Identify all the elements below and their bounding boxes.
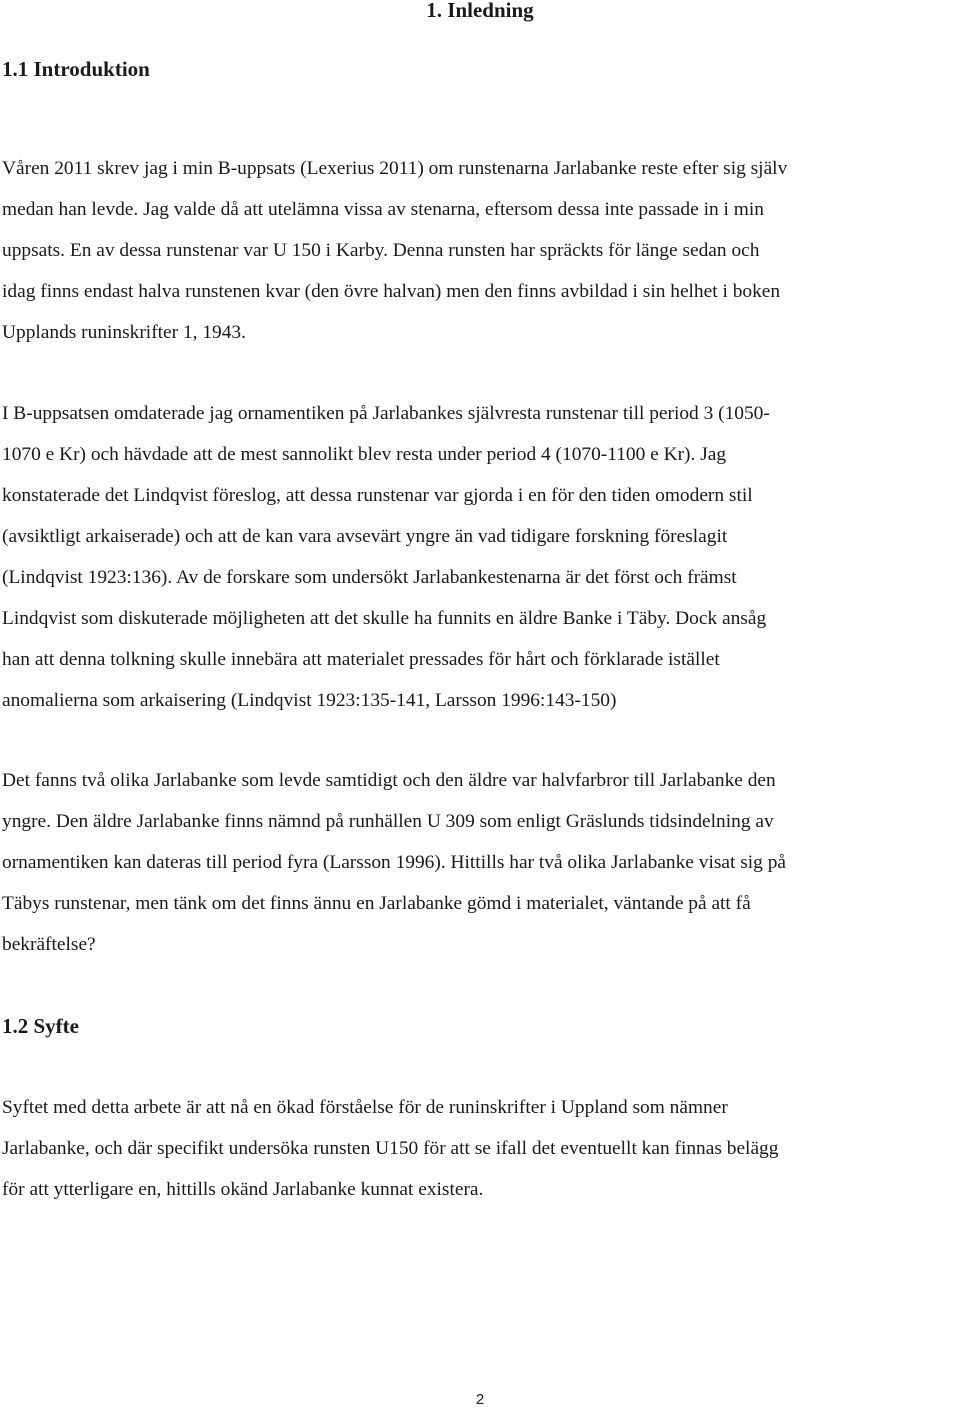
paragraph-line: (Lindqvist 1923:136). Av de forskare som undersökt Jarlabankestenarna är det först och främst [2,567,737,588]
section-heading-syfte: 1.2 Syfte [2,1014,79,1038]
paragraph-line: Syftet med detta arbete är att nå en ökad förståelse för de runinskrifter i Uppland som nämner [2,1097,728,1118]
paragraph-line: (avsiktligt arkaiserade) och att de kan vara avsevärt yngre än vad tidigare forskning föreslagit [2,526,728,547]
paragraph-line: yngre. Den äldre Jarlabanke finns nämnd på runhällen U 309 som enligt Gräslunds tidsindelning av [2,811,774,832]
paragraph-line: Täbys runstenar, men tänk om det finns ännu en Jarlabanke gömd i materialet, väntande på att få [2,893,751,914]
paragraph-line: idag finns endast halva runstenen kvar (den övre halvan) men den finns avbildad i sin helhet i boken [2,281,781,302]
paragraph-line: uppsats. En av dessa runstenar var U 150 i Karby. Denna runsten har spräckts för länge sedan och [2,240,760,261]
section-heading-introduktion: 1.1 Introduktion [2,57,150,81]
paragraph-line: Jarlabanke, och där specifikt undersöka runsten U150 för att se ifall det eventuellt kan finnas belägg [2,1138,779,1159]
chapter-title: 1. Inledning [426,0,534,22]
paragraph-line: Lindqvist som diskuterade möjligheten att det skulle ha funnits en äldre Banke i Täby. Dock ansåg [2,608,767,629]
paragraph-line: för att ytterligare en, hittills okänd Jarlabanke kunnat existera. [2,1179,484,1200]
paragraph-2 [2,393,958,721]
paragraph-line: konstaterade det Lindqvist föreslog, att dessa runstenar var gjorda i en för den tiden omodern stil [2,485,753,506]
paragraph-line: bekräftelse? [2,934,96,955]
paragraph-line: medan han levde. Jag valde då att utelämna vissa av stenarna, eftersom dessa inte passade in i min [2,199,764,220]
paragraph-line: han att denna tolkning skulle innebära att materialet pressades för hårt och förklarade istället [2,649,720,670]
paragraph-3 [2,760,958,965]
paragraph-line: ornamentiken kan dateras till period fyra (Larsson 1996). Hittills har två olika Jarlabanke visat sig på [2,852,787,873]
paragraph-line: Våren 2011 skrev jag i min B-uppsats (Lexerius 2011) om runstenarna Jarlabanke reste efter sig själv [2,158,788,179]
paragraph-line: I B-uppsatsen omdaterade jag ornamentiken på Jarlabankes självresta runstenar till period 3 (1050- [2,403,770,424]
paragraph-line: Upplands runinskrifter 1, 1943. [2,322,246,343]
paragraph-line: anomalierna som arkaisering (Lindqvist 1923:135-141, Larsson 1996:143-150) [2,690,617,711]
paragraph-line: 1070 e Kr) och hävdade att de mest sannolikt blev resta under period 4 (1070-1100 e Kr). Jag [2,444,727,465]
page-number: 2 [475,1391,485,1408]
paragraph-line: Det fanns två olika Jarlabanke som levde samtidigt och den äldre var halvfarbror till Jarlabanke den [2,770,776,791]
paragraph-1 [2,148,958,353]
paragraph-4 [2,1087,958,1210]
